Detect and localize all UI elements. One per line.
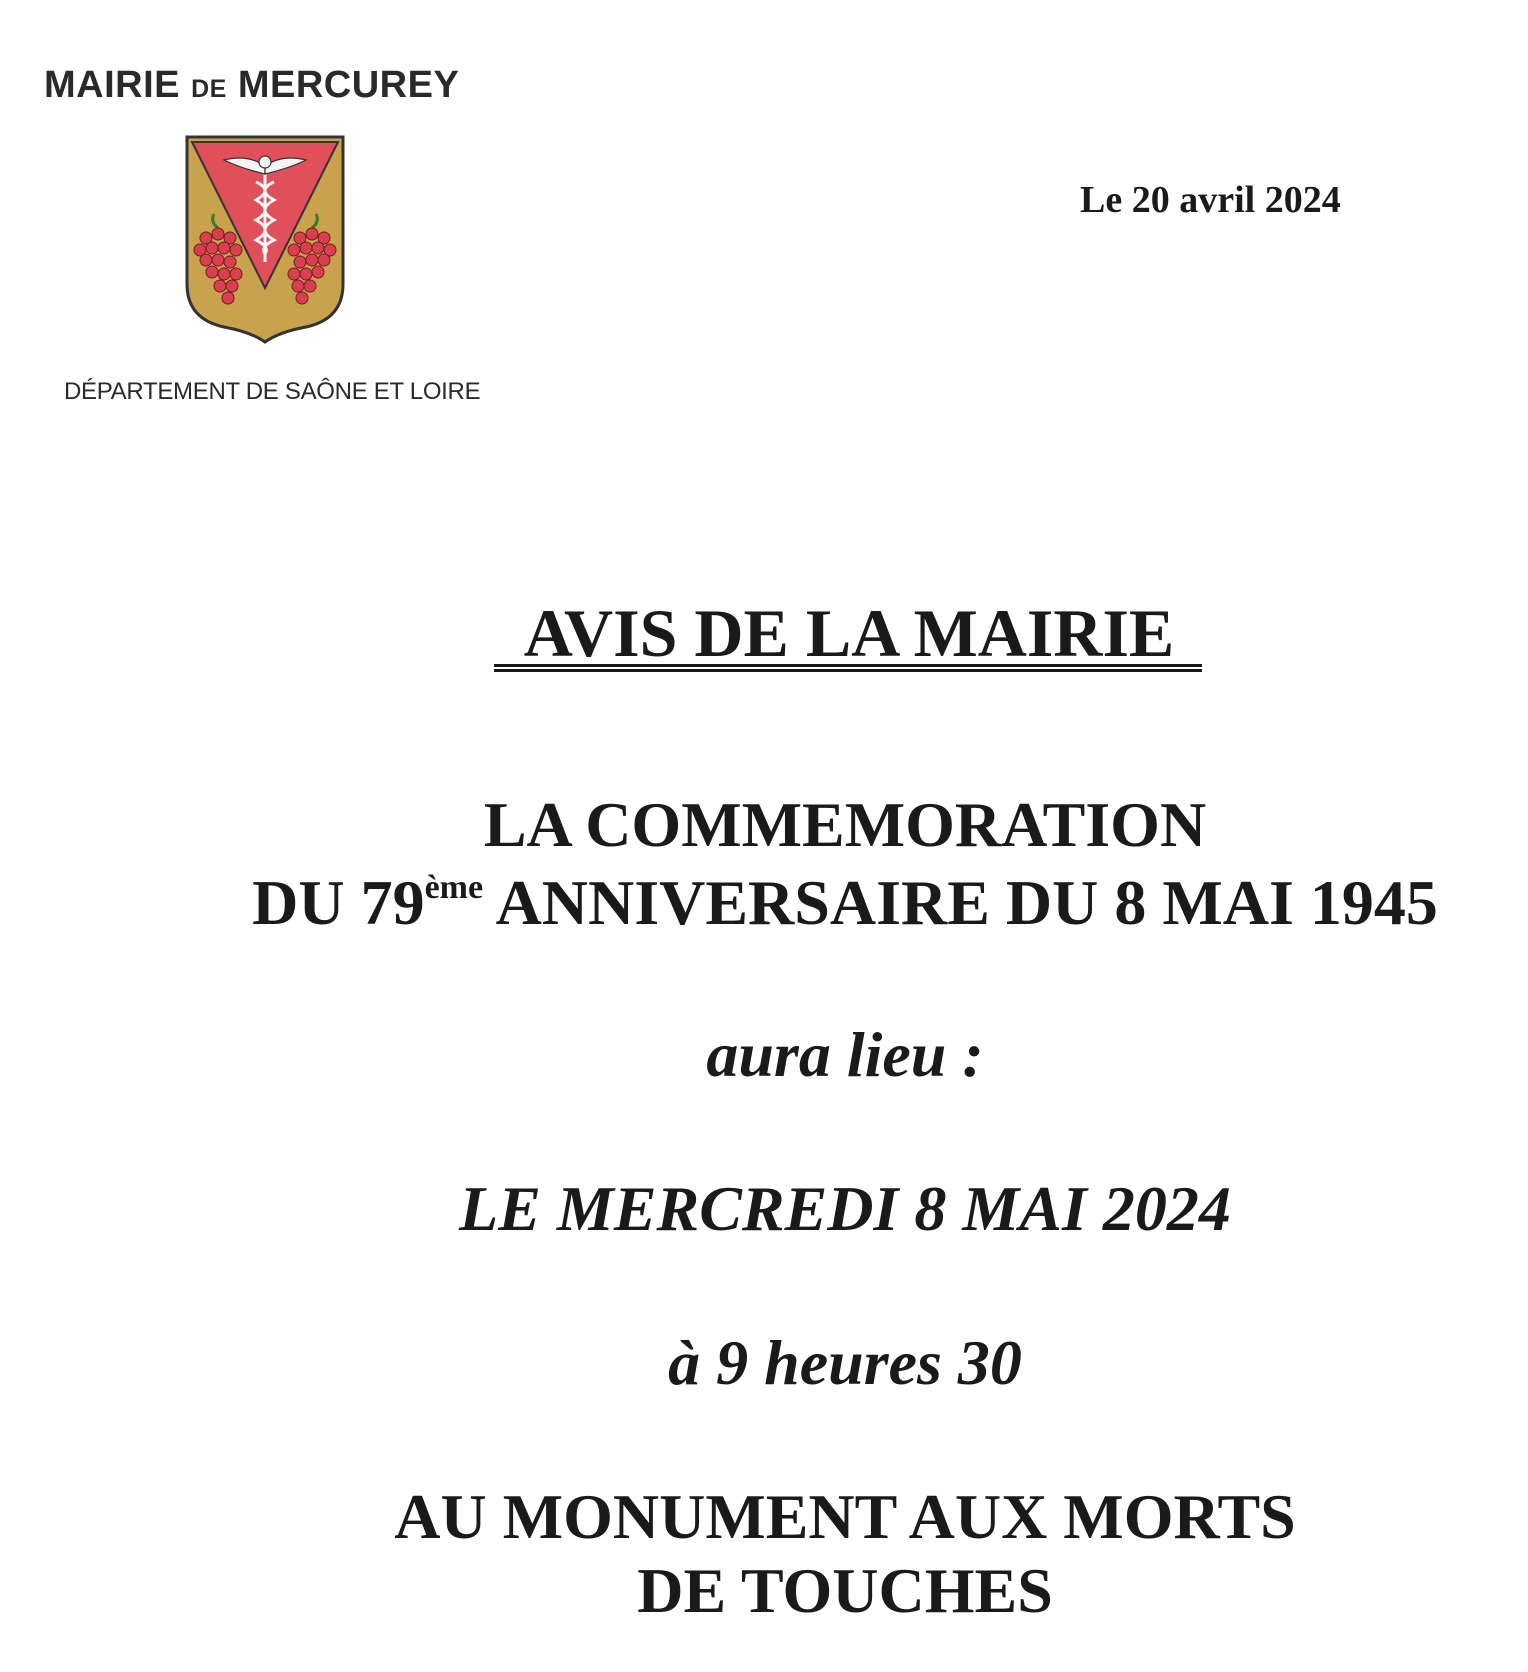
notice-date: Le 20 avril 2024 bbox=[1080, 179, 1341, 221]
anniversary-prefix: DU 79 bbox=[252, 867, 425, 938]
location-line-1: AU MONUMENT AUX MORTS bbox=[394, 1481, 1296, 1552]
aura-lieu-line: aura lieu : bbox=[706, 1019, 984, 1090]
coat-of-arms-icon bbox=[184, 134, 346, 346]
departement-label: DÉPARTEMENT DE SAÔNE ET LOIRE bbox=[64, 378, 481, 405]
title-underline bbox=[494, 664, 1202, 672]
mairie-word: MAIRIE bbox=[44, 64, 180, 106]
event-time-line: à 9 heures 30 bbox=[668, 1327, 1022, 1398]
ordinal-suffix: ème bbox=[424, 869, 484, 906]
event-date-line: LE MERCREDI 8 MAI 2024 bbox=[459, 1173, 1231, 1244]
anniversary-line bbox=[0, 866, 1528, 940]
de-word: DE bbox=[191, 75, 227, 103]
anniversary-suffix: ANNIVERSAIRE DU 8 MAI 1945 bbox=[483, 867, 1438, 938]
town-name: MERCUREY bbox=[237, 64, 460, 106]
commemoration-line: LA COMMEMORATION bbox=[483, 789, 1207, 860]
mairie-header bbox=[44, 64, 459, 107]
location-line-2: DE TOUCHES bbox=[637, 1555, 1053, 1626]
notice-title: AVIS DE LA MAIRIE bbox=[523, 595, 1175, 671]
